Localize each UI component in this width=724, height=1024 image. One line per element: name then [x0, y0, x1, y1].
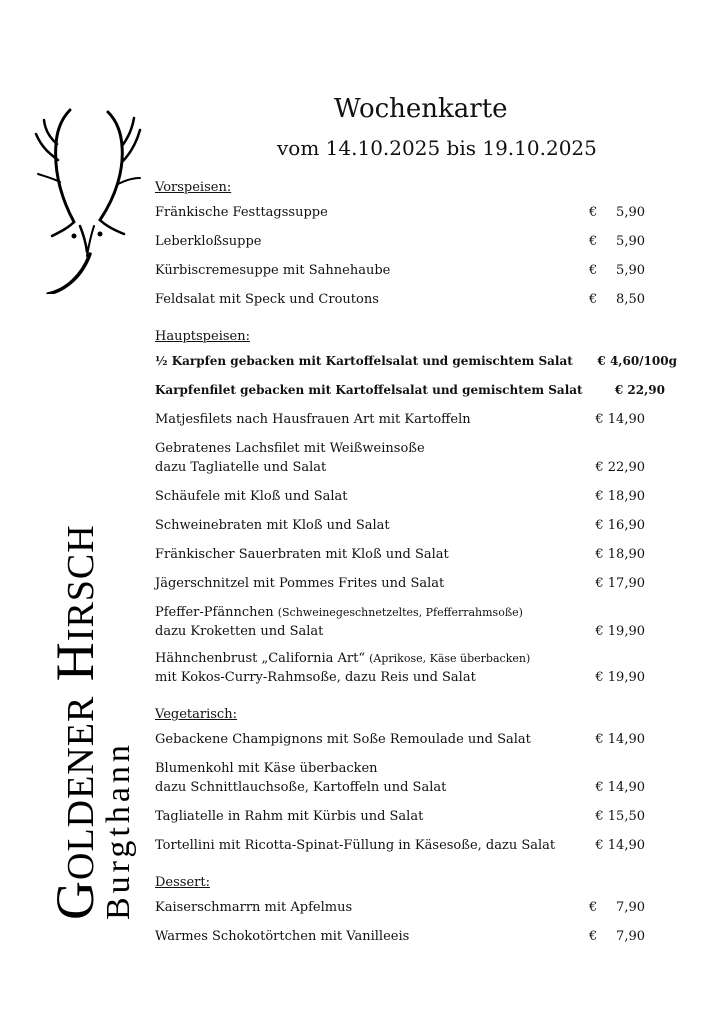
- item-name-line2: mit Kokos-Curry-Rahmsoße, dazu Reis und Salat: [155, 670, 476, 685]
- menu-item: [155, 516, 675, 535]
- menu-item: [155, 927, 675, 946]
- item-price: € 14,90: [595, 732, 645, 747]
- item-price: € 4,60/100g: [597, 354, 677, 368]
- page-subtitle: vom 14.10.2025 bis 19.10.2025: [277, 136, 597, 160]
- item-price: € 18,90: [595, 489, 645, 504]
- item-name: Kürbiscremesuppe mit Sahnehaube: [155, 263, 391, 278]
- item-price: € 18,90: [595, 547, 645, 562]
- menu-item: [155, 203, 675, 222]
- item-price: € 14,90: [595, 838, 645, 853]
- item-name: Tagliatelle in Rahm mit Kürbis und Salat: [155, 809, 424, 824]
- menu: [155, 178, 675, 946]
- item-name: Gebackene Champignons mit Soße Remoulade und Salat: [155, 732, 531, 747]
- item-price: € 22,90: [595, 460, 645, 475]
- section-heading-vegetarian: Vegetarisch:: [155, 707, 237, 722]
- item-name-line2: dazu Kroketten und Salat: [155, 624, 324, 639]
- menu-item: [155, 730, 675, 749]
- brand-column: [0, 0, 150, 1024]
- item-name: ½ Karpfen gebacken mit Kartoffelsalat und gemischtem Salat: [155, 354, 573, 368]
- menu-item: [155, 649, 675, 687]
- item-name: Karpfenfilet gebacken mit Kartoffelsalat und gemischtem Salat: [155, 383, 583, 397]
- item-name-line1: Blumenkohl mit Käse überbacken: [155, 761, 378, 776]
- item-price: € 19,90: [595, 670, 645, 685]
- brand-city: Burgthann: [100, 741, 137, 920]
- menu-item: [155, 410, 675, 429]
- item-name-line1: Gebratenes Lachsfilet mit Weißweinsoße: [155, 441, 425, 456]
- item-price: € 14,90: [595, 412, 645, 427]
- section-heading-dessert: Dessert:: [155, 875, 210, 890]
- item-name: Feldsalat mit Speck und Croutons: [155, 292, 379, 307]
- menu-item: [155, 545, 675, 564]
- item-name: Matjesfilets nach Hausfrauen Art mit Kartoffeln: [155, 412, 471, 427]
- item-name: Warmes Schokotörtchen mit Vanilleeis: [155, 929, 410, 944]
- menu-item: [155, 352, 675, 371]
- section-heading-starters: Vorspeisen:: [155, 180, 232, 195]
- menu-item: [155, 439, 675, 477]
- item-price: € 7,90: [589, 929, 645, 944]
- item-price: € 15,50: [595, 809, 645, 824]
- menu-item: [155, 898, 675, 917]
- brand-name: Goldener Hirsch: [45, 524, 105, 920]
- item-name: Fränkischer Sauerbraten mit Kloß und Salat: [155, 547, 449, 562]
- menu-item: [155, 261, 675, 280]
- item-name-line1: Pfeffer-Pfännchen (Schweinegeschnetzeltes, Pfefferrahmsoße): [155, 605, 523, 620]
- menu-item: [155, 807, 675, 826]
- item-name: Leberkloßsuppe: [155, 234, 262, 249]
- item-name: Tortellini mit Ricotta-Spinat-Füllung in Käsesoße, dazu Salat: [155, 838, 556, 853]
- menu-item: [155, 574, 675, 593]
- menu-item: [155, 759, 675, 797]
- menu-item: [155, 487, 675, 506]
- item-price: € 14,90: [595, 780, 645, 795]
- item-name: Schweinebraten mit Kloß und Salat: [155, 518, 390, 533]
- menu-item: [155, 603, 675, 641]
- deer-antler-icon: [30, 104, 145, 294]
- menu-item: [155, 290, 675, 309]
- item-name: Kaiserschmarrn mit Apfelmus: [155, 900, 353, 915]
- item-name: Jägerschnitzel mit Pommes Frites und Salat: [155, 576, 445, 591]
- item-price: € 17,90: [595, 576, 645, 591]
- item-price: € 22,90: [614, 383, 665, 397]
- item-name: Fränkische Festtagssuppe: [155, 205, 328, 220]
- item-note: (Aprikose, Käse überbacken): [369, 652, 531, 665]
- item-name-line2: dazu Schnittlauchsoße, Kartoffeln und Salat: [155, 780, 447, 795]
- item-note: (Schweinegeschnetzeltes, Pfefferrahmsoße): [277, 606, 523, 619]
- section-heading-mains: Hauptspeisen:: [155, 329, 250, 344]
- item-name-line2: dazu Tagliatelle und Salat: [155, 460, 327, 475]
- item-price: € 19,90: [595, 624, 645, 639]
- menu-item: [155, 836, 675, 855]
- menu-item: [155, 381, 675, 400]
- item-name-line1: Hähnchenbrust „California Art“ (Aprikose, Käse überbacken): [155, 651, 531, 666]
- item-price: € 5,90: [589, 263, 645, 278]
- menu-item: [155, 232, 675, 251]
- item-name: Schäufele mit Kloß und Salat: [155, 489, 348, 504]
- item-price: € 5,90: [589, 234, 645, 249]
- item-price: € 8,50: [589, 292, 645, 307]
- item-price: € 5,90: [589, 205, 645, 220]
- item-price: € 16,90: [595, 518, 645, 533]
- item-price: € 7,90: [589, 900, 645, 915]
- page-title: Wochenkarte: [334, 94, 508, 124]
